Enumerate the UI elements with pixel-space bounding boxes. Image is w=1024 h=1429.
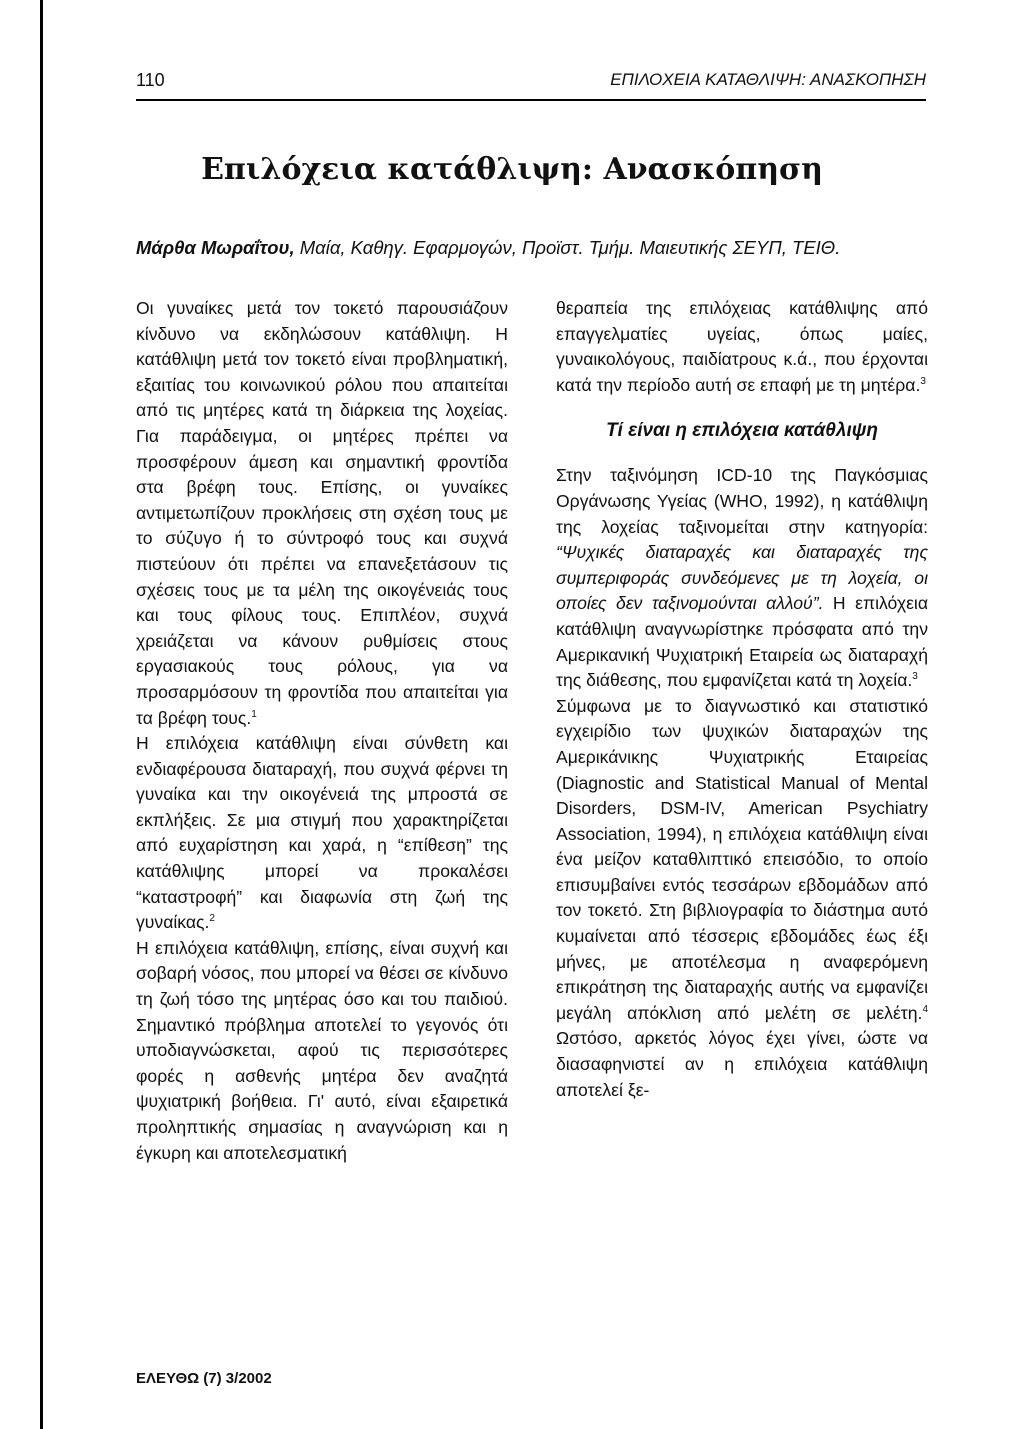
citation-ref: 4 bbox=[922, 1003, 928, 1015]
byline bbox=[136, 237, 936, 259]
running-title: ΕΠΙΛΟΧΕΙΑ ΚΑΤΑΘΛΙΨΗ: ΑΝΑΣΚΟΠΗΣΗ bbox=[610, 70, 926, 89]
page-header bbox=[136, 70, 926, 98]
citation-ref: 2 bbox=[209, 913, 215, 925]
paragraph bbox=[136, 731, 508, 936]
article-title: Επιλόχεια κατάθλιψη: Ανασκόπηση bbox=[201, 152, 823, 187]
left-column bbox=[136, 296, 508, 1166]
paragraph-text: Η επιλόχεια κατάθλιψη είναι σύνθετη και ενδιαφέρουσα διαταραχή, που συχνά φέρνει τη γυναίκα και την οικογένειά της μπροστά σε εκπλήξεις. Σε μια στιγμή που χαρακτηρίζεται από ευχαρίστηση και χαρά, η “επίθεση” της κατάθλιψης μπορεί να προκαλέσει “καταστροφή” και διαφωνία στη ζωή της γυναίκας. bbox=[136, 733, 508, 933]
citation-ref: 3 bbox=[920, 375, 926, 387]
paragraph-text: Η επιλόχεια κατάθλιψη, επίσης, είναι συχνή και σοβαρή νόσος, που μπορεί να θέσει σε κίνδυνο τη ζωή τόσο της μητέρας όσο και του παιδιού. Σημαντικό πρόβλημα αποτελεί το γεγονός ότι υποδιαγνώσκεται, αφού τις περισσότερες φορές η ασθενής μητέρα δεν αναζητά ψυχιατρική βοήθεια. Γι' αυτό, είναι εξαιρετικά προληπτικής σημασίας η αναγνώριση και η έγκυρη και αποτελεσματική bbox=[136, 937, 508, 1163]
citation-ref: 3 bbox=[912, 671, 918, 683]
paragraph-text: Σύμφωνα με το διαγνωστικό και στατιστικό εγχειρίδιο των ψυχικών διαταραχών της Αμερικάνικης Ψυχιατρικής Εταιρείας (Diagnostic and Statistical Manual of Mental Disorders, DSM-IV, American Psychiatry Association, 1994), η επιλόχεια κατάθλιψη είναι ένα μείζον καταθλιπτικό επεισόδιο, το οποίο επισυμβαίνει εντός τεσσάρων εβδομάδων από τον τοκετό. Στη βιβλιογραφία το διάστημα αυτό κυμαίνεται από τέσσερις εβδομάδες έως έξι μήνες, με αποτέλεσμα η αναφερόμενη επικράτηση της διαταραχής αυτής να εμφανίζει μεγάλη απόκλιση από μελέτη σε μελέτη. bbox=[556, 695, 928, 1023]
paragraph bbox=[556, 694, 928, 1104]
paragraph-text: Ωστόσο, αρκετός λόγος έχει γίνει, ώστε να διασαφηνιστεί αν η επιλόχεια κατάθλιψη αποτελεί ξε- bbox=[556, 1028, 928, 1100]
paragraph bbox=[556, 296, 928, 398]
header-divider bbox=[136, 99, 926, 101]
paragraph-text: Οι γυναίκες μετά τον τοκετό παρουσιάζουν κίνδυνο να εκδηλώσουν κατάθλιψη. Η κατάθλιψη μετά τον τοκετό είναι προβληματική, εξαιτίας του κοινωνικού ρόλου που απαιτείται από τις μητέρες κατά τη διάρκεια της λοχείας. Για παράδειγμα, οι μητέρες πρέπει να προσφέρουν άμεση και σημαντική φροντίδα στα βρέφη τους. Επίσης, οι γυναίκες αντιμετωπίζουν προκλήσεις στη σχέση τους με το σύζυγο ή το σύντροφό τους και συχνά πιστεύουν ότι πρέπει να επανεξετάσουν τις σχέσεις τους με τα μέλη της οικογένειάς τους και τους φίλους τους. Επιπλέον, συχνά χρειάζεται να κάνουν ρυθμίσεις στους εργασιακούς τους ρόλους, για να προσαρμόσουν τη φροντίδα που απαιτείται για τα βρέφη τους. bbox=[136, 298, 508, 728]
author-name: Μάρθα Μωραΐτου, bbox=[136, 237, 295, 258]
paragraph bbox=[136, 296, 508, 731]
citation-ref: 1 bbox=[251, 708, 257, 720]
paragraph-text: θεραπεία της επιλόχειας κατάθλιψης από επαγγελματίες υγείας, όπως μαίες, γυναικολόγους, παιδίατρους κ.ά., που έρχονται κατά την περίοδο αυτή σε επαφή με τη μητέρα. bbox=[556, 298, 928, 395]
margin-rule bbox=[40, 0, 43, 1429]
author-affiliation: Μαία, Καθηγ. Εφαρμογών, Προϊστ. Τμήμ. Μαιευτικής ΣΕΥΠ, ΤΕΙΘ. bbox=[294, 237, 841, 258]
paragraph-text: Στην ταξινόμηση ICD-10 της Παγκόσμιας Οργάνωσης Υγείας (WHO, 1992), η κατάθλιψη της λοχείας ταξινομείται στην κατηγορία: bbox=[556, 465, 928, 537]
section-heading: Τί είναι η επιλόχεια κατάθλιψη bbox=[605, 420, 879, 442]
right-column bbox=[556, 296, 928, 1103]
paragraph-text: Η επιλόχεια κατάθλιψη αναγνωρίστηκε πρόσφατα από την Αμερικανική Ψυχιατρική Εταιρεία ως διαταραχή της διάθεσης, που εμφανίζεται κατά τη λοχεία. bbox=[556, 593, 928, 691]
quoted-category: “Ψυχικές διαταραχές και διαταραχές της συμπεριφοράς συνδεόμενες με τη λοχεία, οι οποίες δεν ταξινομούνται αλλού”. bbox=[556, 542, 928, 614]
page-number: 110 bbox=[136, 70, 165, 90]
journal-footer: ΕΛΕΥΘΩ (7) 3/2002 bbox=[136, 1370, 272, 1387]
paragraph bbox=[136, 936, 508, 1166]
paragraph bbox=[556, 463, 928, 693]
